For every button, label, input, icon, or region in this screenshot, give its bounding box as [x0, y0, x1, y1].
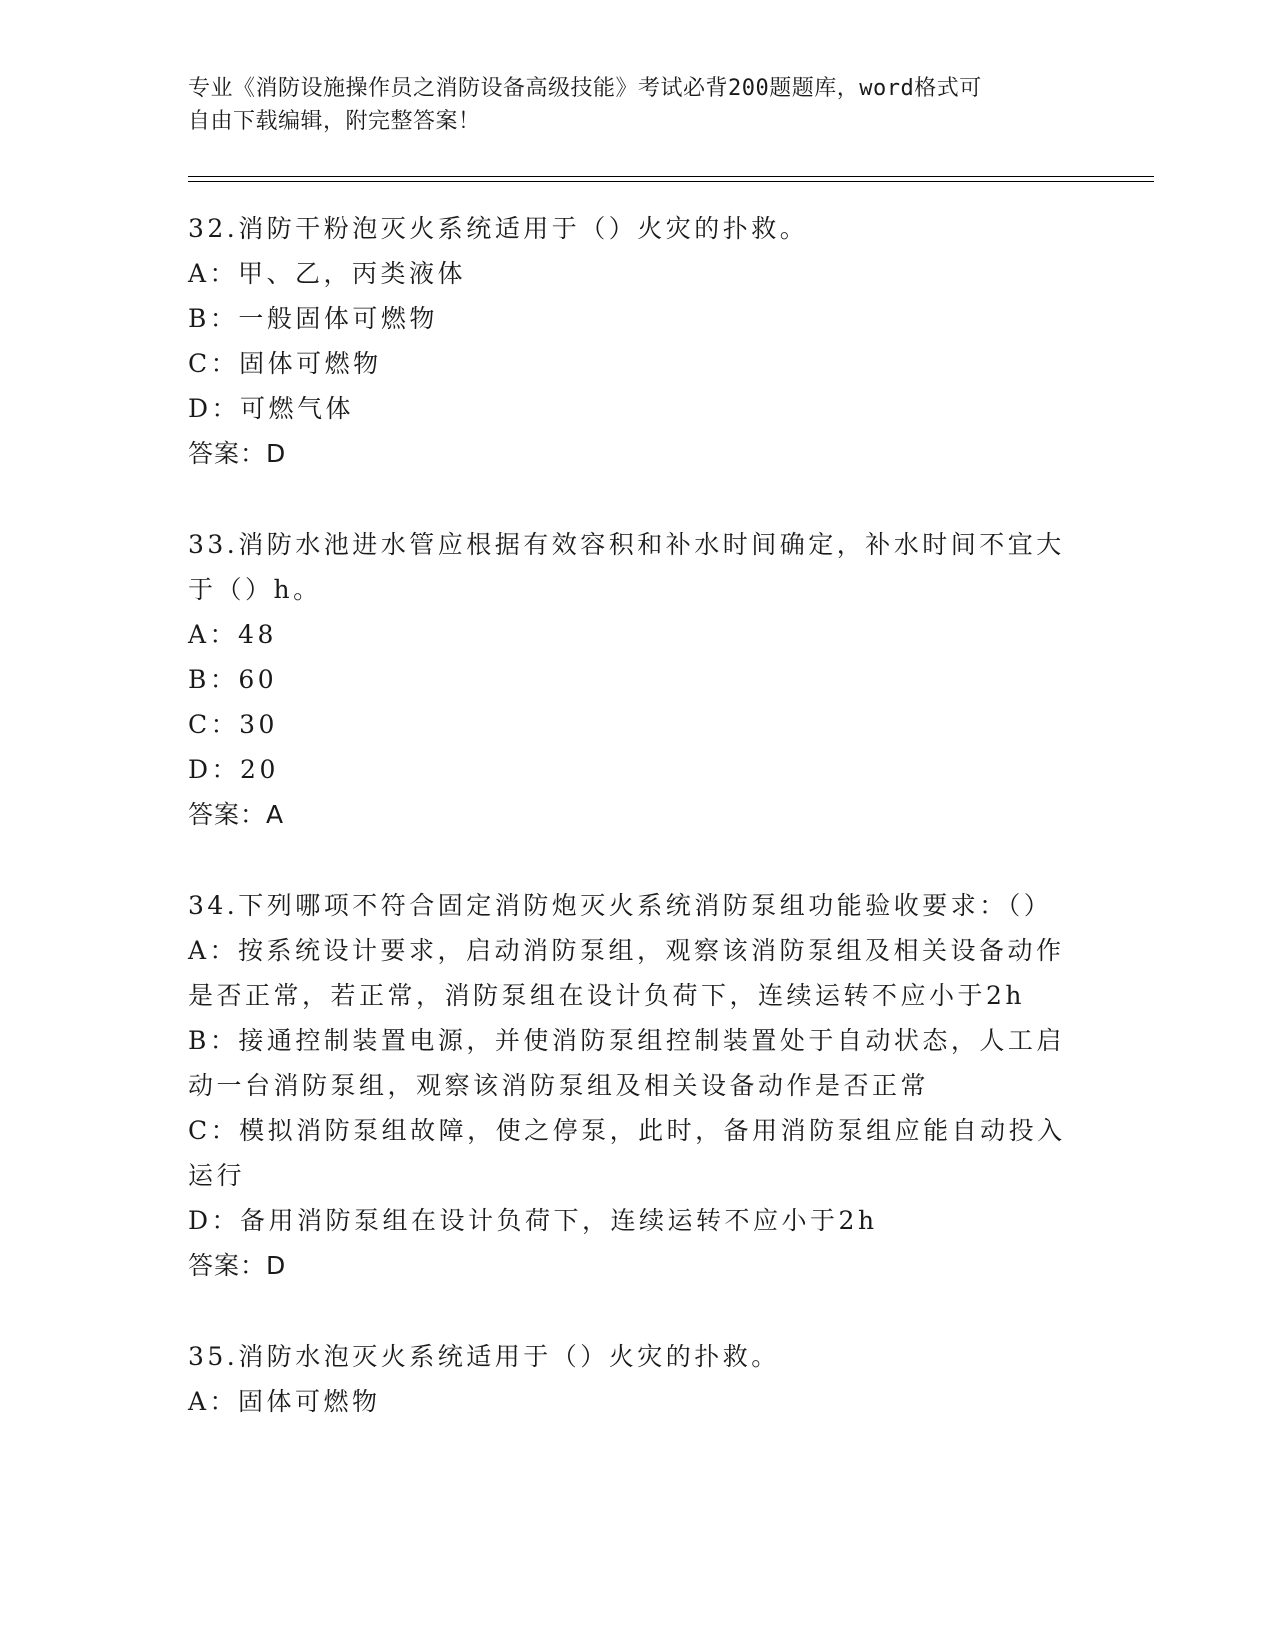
option-line: B：60: [188, 665, 278, 694]
question-block: [188, 522, 1088, 838]
option-line: C：模拟消防泵组故障，使之停泵，此时，备用消防泵组应能自动投入: [188, 1116, 1066, 1145]
option-line: C：固体可燃物: [188, 349, 382, 378]
answer-line: 答案：D: [188, 1251, 287, 1280]
document-header: [188, 72, 1088, 138]
option-line: 运行: [188, 1161, 246, 1190]
question-stem-line: 33.消防水池进水管应根据有效容积和补水时间确定，补水时间不宜大: [188, 530, 1065, 559]
option-line: A：48: [188, 620, 277, 649]
option-line: A：固体可燃物: [188, 1387, 381, 1416]
option-line: C：30: [188, 710, 278, 739]
option-line: A：甲、乙，丙类液体: [188, 259, 467, 288]
header-divider-bottom: [188, 181, 1154, 182]
option-line: 是否正常，若正常，消防泵组在设计负荷下，连续运转不应小于2h: [188, 981, 1026, 1010]
header-line-2: 自由下载编辑，附完整答案！: [188, 109, 481, 134]
header-line-1: 专业《消防设施操作员之消防设备高级技能》考试必背200题题库，word格式可: [188, 76, 982, 101]
option-line: B：一般固体可燃物: [188, 304, 438, 333]
option-line: D：可燃气体: [188, 394, 355, 423]
option-line: 动一台消防泵组，观察该消防泵组及相关设备动作是否正常: [188, 1071, 930, 1100]
question-stem-line: 32.消防干粉泡灭火系统适用于（）火灾的扑救。: [188, 214, 809, 243]
question-stem-line: 于（）h。: [188, 575, 322, 604]
question-block: [188, 206, 1088, 477]
question-stem-line: 34.下列哪项不符合固定消防炮灭火系统消防泵组功能验收要求：（）: [188, 891, 1053, 920]
option-line: B：接通控制装置电源，并使消防泵组控制装置处于自动状态，人工启: [188, 1026, 1065, 1055]
option-line: D：备用消防泵组在设计负荷下，连续运转不应小于2h: [188, 1206, 878, 1235]
answer-line: 答案：D: [188, 439, 287, 468]
question-block: [188, 1334, 1088, 1424]
option-line: A：按系统设计要求，启动消防泵组，观察该消防泵组及相关设备动作: [188, 936, 1065, 965]
question-block: [188, 883, 1088, 1289]
question-stem-line: 35.消防水泡灭火系统适用于（）火灾的扑救。: [188, 1342, 780, 1371]
question-list: [188, 206, 1088, 1469]
option-line: D：20: [188, 755, 279, 784]
answer-line: 答案：A: [188, 800, 285, 829]
header-divider-top: [188, 176, 1154, 177]
